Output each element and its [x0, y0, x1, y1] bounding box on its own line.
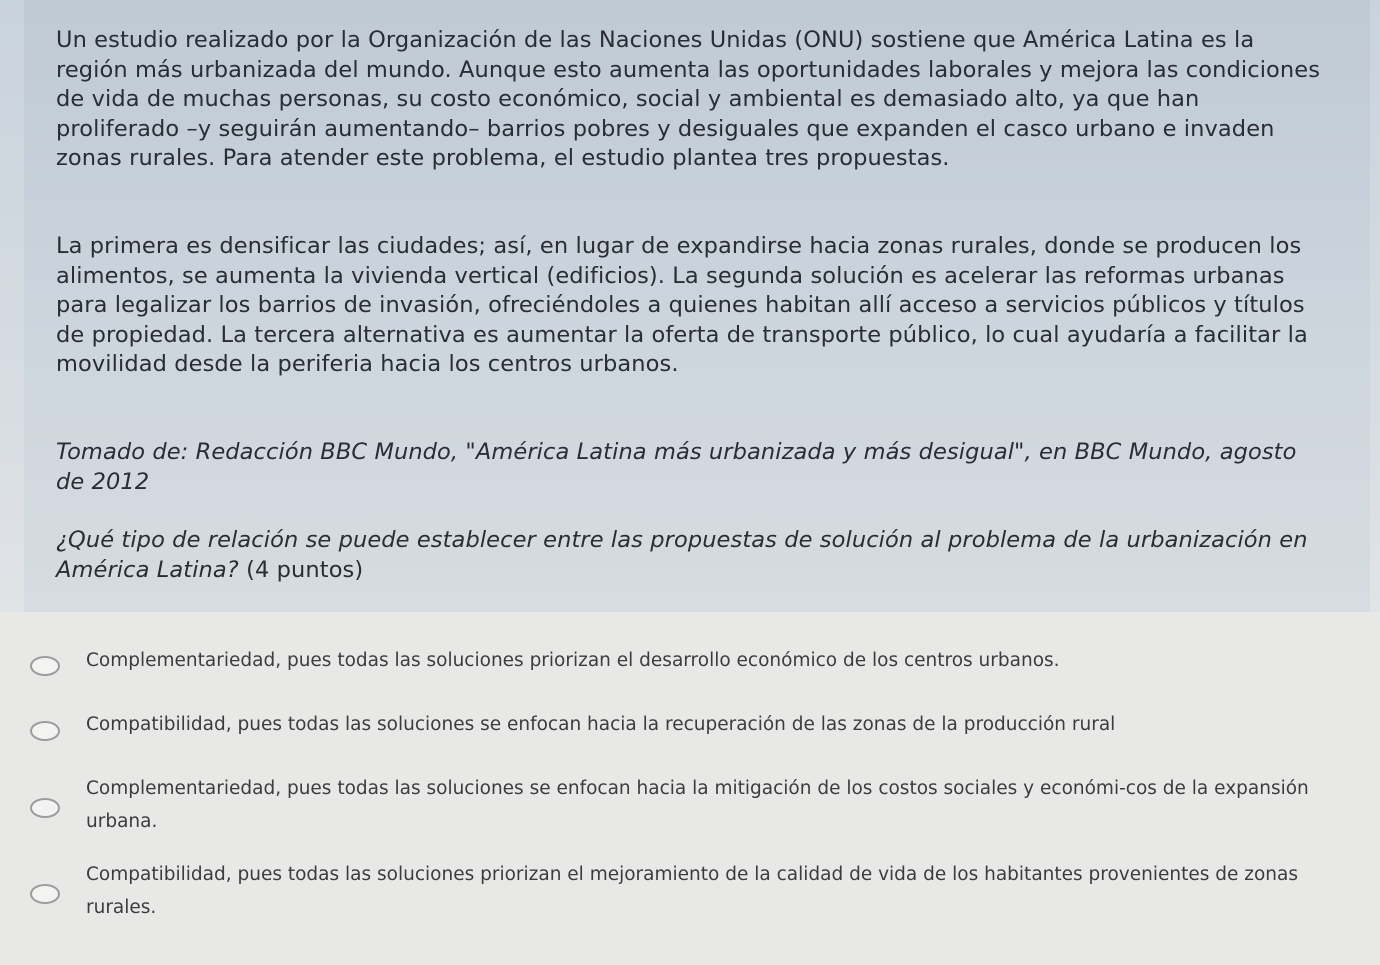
answer-option-label[interactable]: Compatibilidad, pues todas las soluciones se enfocan hacia la recuperación de las zonas de la producción rural — [86, 714, 1116, 735]
answer-option-label[interactable]: Complementariedad, pues todas las soluciones se enfocan hacia la mitigación de los costos sociales y económi-cos de la expansión urbana. — [86, 778, 1309, 832]
passage-source: Tomado de: Redacción BBC Mundo, "América Latina más urbanizada y más desigual", en BBC Mundo, agosto de 2012 — [56, 439, 1297, 495]
answer-options — [0, 612, 1380, 965]
question-prompt — [56, 526, 1324, 585]
question-points: (4 puntos) — [246, 556, 364, 583]
question-text: ¿Qué tipo de relación se puede establecer entre las propuestas de solución al problema de la urbanización en América Latina? — [56, 527, 1308, 583]
answer-option-label[interactable]: Compatibilidad, pues todas las soluciones priorizan el mejoramiento de la calidad de vida de los habitantes provenientes de zonas rurales. — [86, 864, 1298, 918]
passage-paragraph-2: La primera es densificar las ciudades; así, en lugar de expandirse hacia zonas rurales, donde se producen los alimentos, se aumenta la vivienda vertical (edificios). La segunda solución es acelerar las reformas urbanas para legalizar los barrios de invasión, ofreciéndoles a quienes habitan allí acceso a servicios públicos y títulos de propiedad. La tercera alternativa es aumentar la oferta de transporte público, lo cual ayudaría a facilitar la movilidad desde la periferia hacia los centros urbanos. — [56, 233, 1308, 377]
passage-paragraph-1: Un estudio realizado por la Organización de las Naciones Unidas (ONU) sostiene que América Latina es la región más urbanizada del mundo. Aunque esto aumenta las oportunidades laborales y mejora las condiciones de vida de muchas personas, su costo económico, social y ambiental es demasiado alto, ya que han proliferado –y seguirán aumentando– barrios pobres y desiguales que expanden el casco urbano e invaden zonas rurales. Para atender este problema, el estudio plantea tres propuestas. — [56, 27, 1321, 171]
radio-button-icon[interactable] — [30, 798, 60, 818]
answer-option-label[interactable]: Complementariedad, pues todas las soluciones priorizan el desarrollo económico de los centros urbanos. — [86, 650, 1060, 671]
radio-button-icon[interactable] — [30, 721, 60, 741]
radio-button-icon[interactable] — [30, 884, 60, 904]
radio-button-icon[interactable] — [30, 656, 60, 676]
